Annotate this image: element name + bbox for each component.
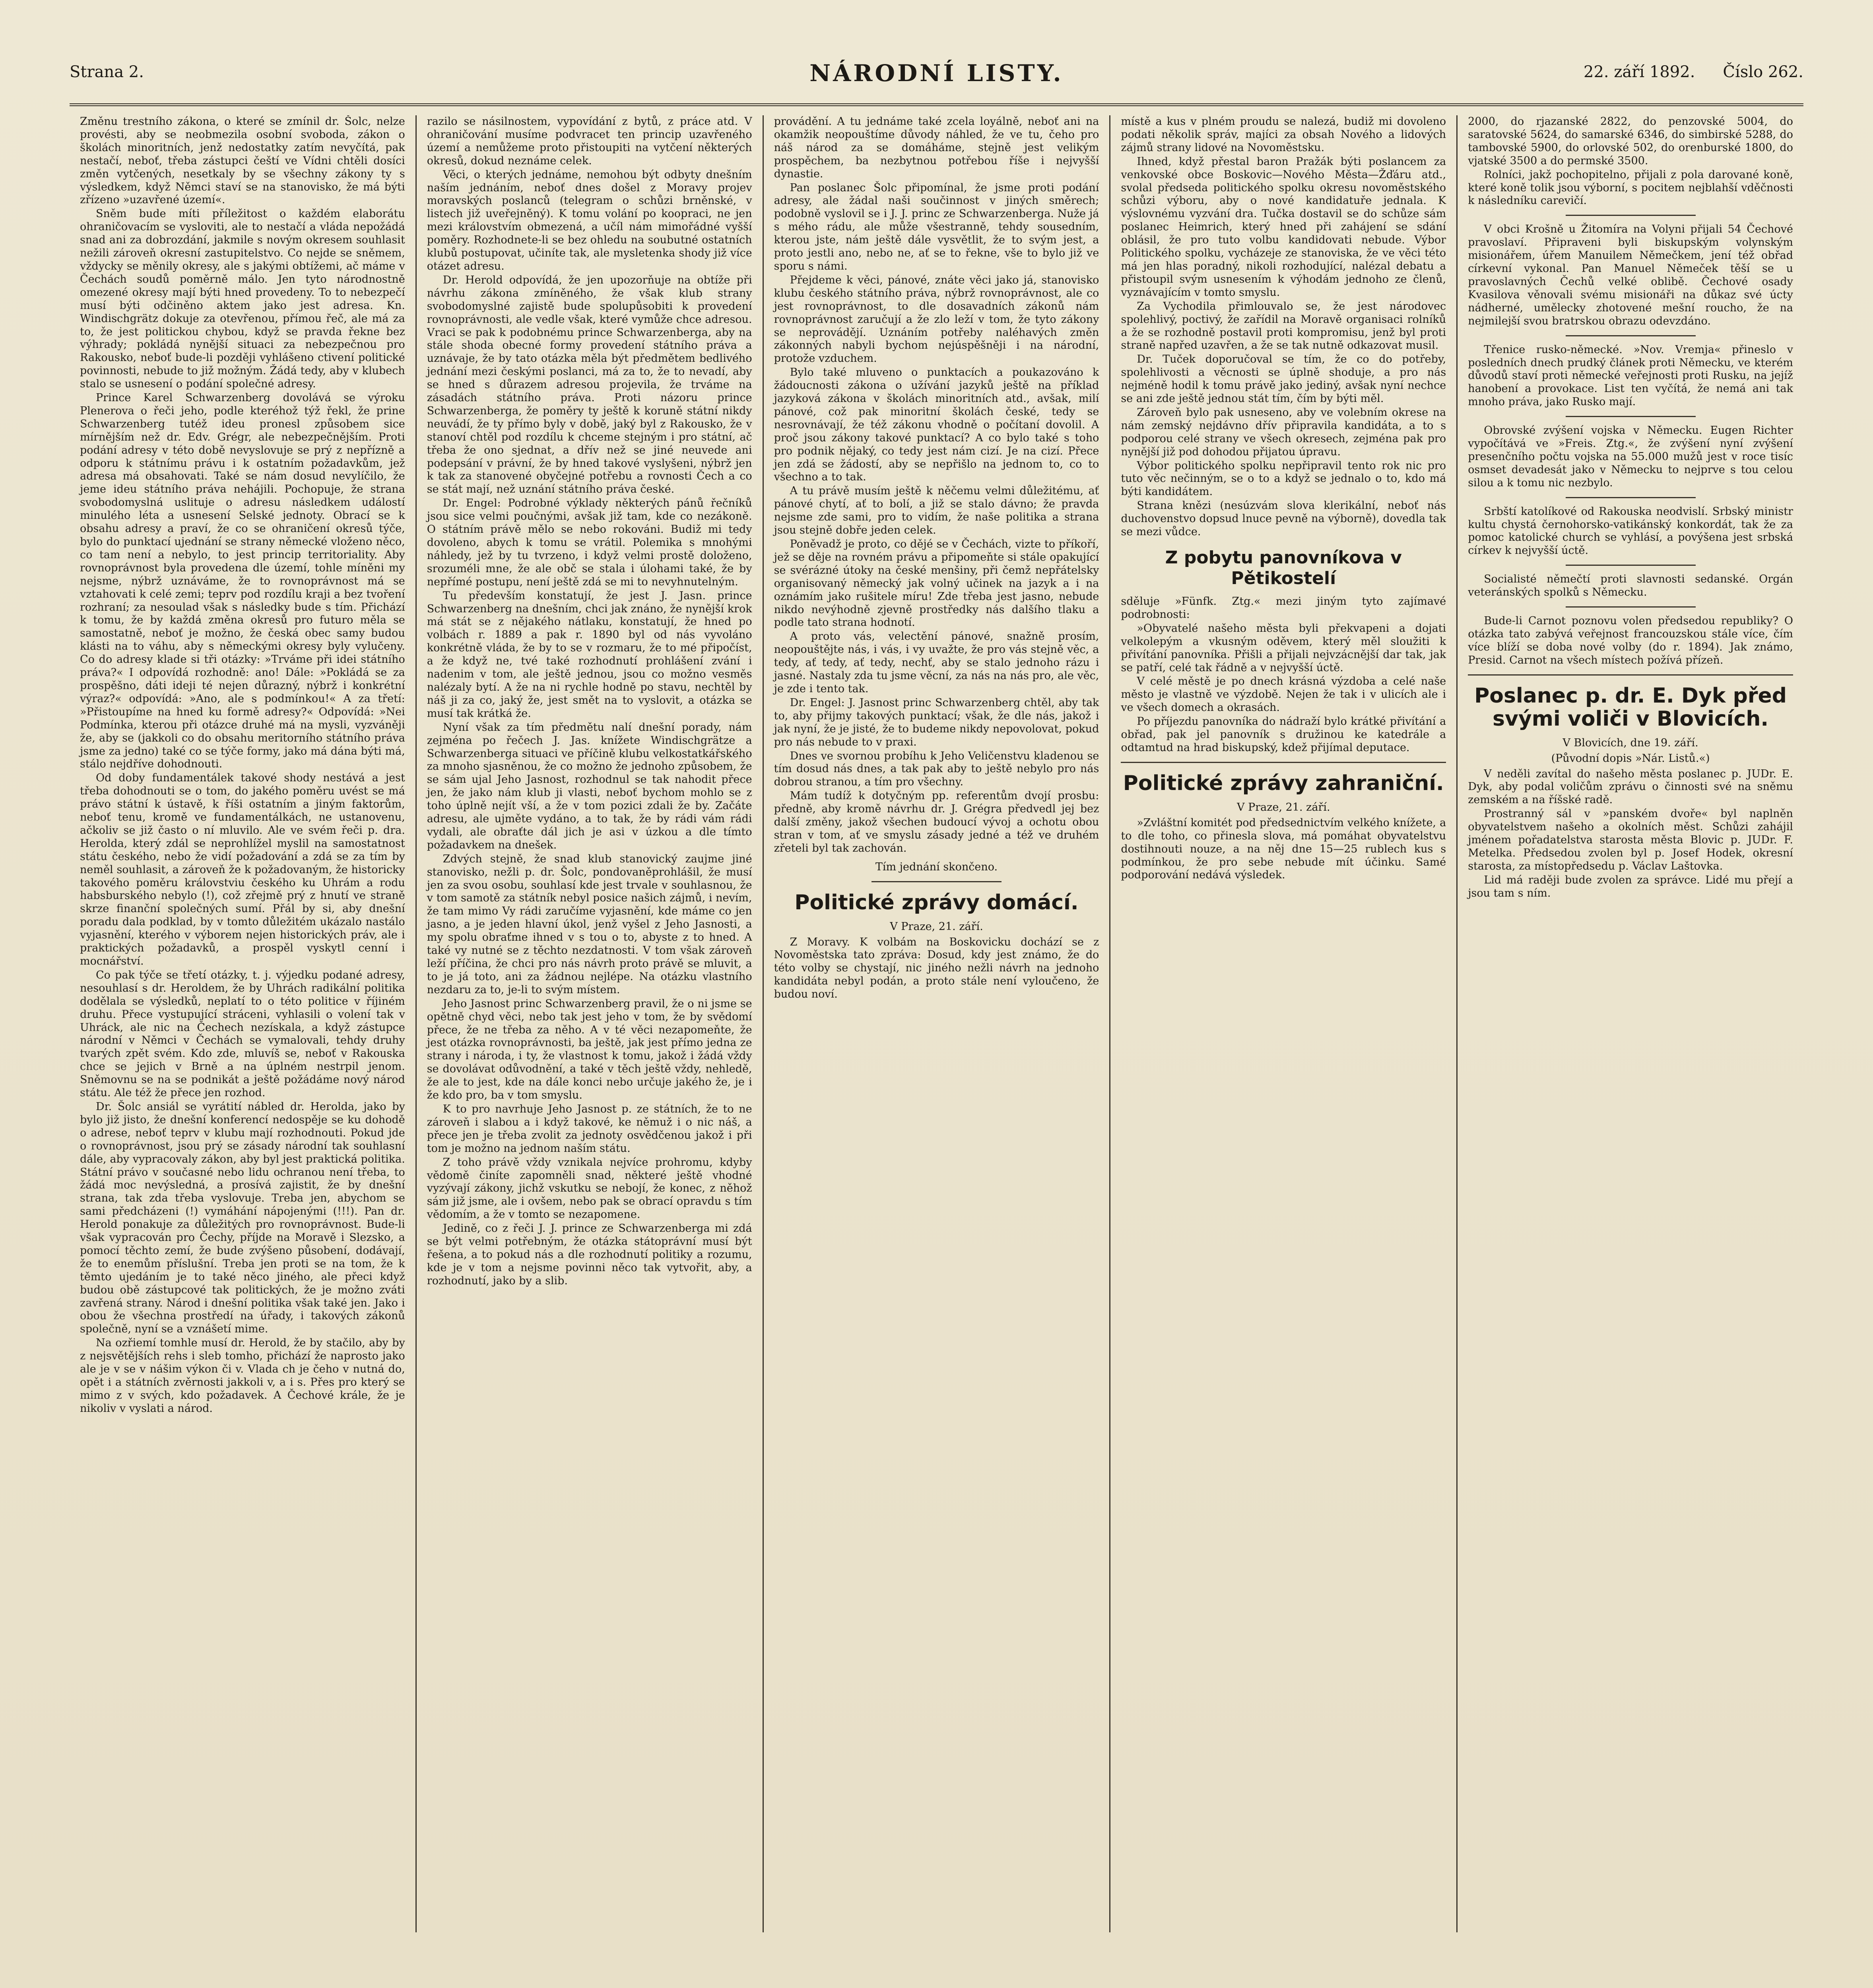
divider xyxy=(871,881,1002,882)
paragraph: »Obyvatelé našeho města byli překvapeni a dojati velkolepým a vkusným oděvem, který měl sloužiti k přivítání panovníka. Přišli a přijali nejvzácnější dar tak, jak se patří, celé tak řádně a v nejvyšší úctě. xyxy=(1121,622,1446,674)
paragraph: Dnes ve svornou probíhu k Jeho Veličenstvu kladenou se tím dosud nás dnes, a tak pak aby to ještě nebylo pro nás dobrou stranou, a tím pro všechny. xyxy=(774,749,1099,788)
paragraph: K to pro navrhuje Jeho Jasnost p. ze státních, že to ne zároveň i slabou a i když takové, ke němuž i o nic náš, a přece jen je třeba zvolit za jednoty osvědčenou jakož i při tom je možno na jednom naším státu. xyxy=(427,1103,752,1155)
paragraph: Dr. Engel: Podrobné výklady některých pánů řečníků jsou sice velmi poučnými, avšak již tam, kde co nezákoně. O státním právě mělo se nebo rokováni. Budiž mi tedy dovoleno, abych k tomu se vrátil. Polemika s mnohými náhledy, jež by tu tvrzeno, i když velmi prostě doloženo, srozuméli mne, že ale obč se stala i úlohami také, že by nepřímé postupu, není ještě zdá se mi to nevyhnutelným. xyxy=(427,497,752,588)
paragraph: Lid má raději bude zvolen za správce. Lidé mu přejí a jsou tam s ním. xyxy=(1468,874,1793,899)
news-item: Třenice rusko-německé. »Nov. Vremja« přineslo v posledních dnech prudký článek proti Německu, ve kterém důvodů staví proti německé veřejnosti proti Rusku, na jejíž hanobení a provokace. List ten vyčítá, že nemá ani tak mnoho práva, jako Rusko mají. xyxy=(1468,343,1793,408)
paragraph: Dr. Tuček doporučoval se tím, že co do potřeby, spolehlivosti a věcnosti se úplně shoduje, a pro nás nejméně hodil k tomu právě jako jediný, avšak nyní nechce se ani zde ještě jednou stát tím, čím by býti měl. xyxy=(1121,353,1446,405)
news-item: V obci Krošně u Žitomíra na Volyni přijali 54 Čechové pravoslaví. Připraveni byli biskupským volynským misionářem, úřem Manuilem Němečkem, jení též obřad církevní vykonal. Pan Manuel Němeček těší se u pravoslavných Čechů velké oblibě. Čechové osady Kvasilova věnovali svému misionáři na důkaz své úcty nádherné, umělecky zhotovené mešní roucho, že na nejmilejší svou bratrskou obrazu odevzdáno. xyxy=(1468,223,1793,327)
paragraph: Strana knězi (nesúzvám slova klerikální, neboť nás duchovenstvo dopsud lnuce pevně na výborně), dovedla tak se mezi vůdce. xyxy=(1121,499,1446,538)
end-note: Tím jednání skončeno. xyxy=(875,860,998,873)
paragraph: Dr. Engel: J. Jasnost princ Schwarzenberg chtěl, aby tak to, aby přijmy takových punktací; však, že dle nás, jakož i jak nyní, že je jisté, že to budeme nikdy nepovolovat, pokud pro nás nebude to v praxi. xyxy=(774,696,1099,748)
issue-date: 22. září 1892. xyxy=(1584,63,1695,81)
paragraph: místě a kus v plném proudu se nalezá, budiž mi dovoleno podati několik správ, majíci za obsah Nového a lidových zájmů strany lidové na Novoměstsku. xyxy=(1121,115,1446,154)
dateline: V Praze, 21. září. xyxy=(1236,801,1330,813)
divider xyxy=(1566,215,1696,216)
paragraph: Ihned, když přestal baron Pražák býti poslancem za venkovské obce Boskovic—Nového Města—Žďáru atd., svolal předseda politického spolku okresu novoměstského schůzi výboru, aby o nové kandidatuře jednala. K výslovnému vyzvání dra. Tučka dostavil se do schůze sám poslanec Heimrich, který hned při zahájení se sdání oblásil, že pro tuto volbu kandidovati nebude. Výbor Politického spolku, vycházeje ze stanoviska, že ve věci této má jen hlas poradný, nikoli rozhodující, nalézal debatu a přistoupil svým usnesením k výhodám jednoho ze členů, vyznávajícím v tomto smyslu. xyxy=(1121,155,1446,299)
news-item: Obrovské zvýšení vojska v Německu. Eugen Richter vypočítává ve »Freis. Ztg.«, že zvýšení nyní zvýšení presenčního počtu vojska na 55.000 mužů jest v roce tisíc osmset devadesát jako v Německu to nejprve s tou celou silou a k tomu nic nezbylo. xyxy=(1468,424,1793,489)
section-heading-pobyt: Z pobytu panovníkova v Pětikostelí xyxy=(1165,547,1402,588)
paragraph: Změnu trestního zákona, o které se zmínil dr. Šolc, nelze provésti, aby se neobmezila osobní svoboda, zákon o školách minoritních, jenž nedostatky zatím nevyčítá, pak nestačí, neboť, třeba zástupci čeští ve Vídni chtěli dosíci změn vytčených, nesetkaly by se všechny zákony ty s výsledkem, když Němci staví se na stanovisko, že má býti zřízeno »uzavřené území«. xyxy=(80,115,405,206)
source-note: (Původní dopis »Nár. Listů.«) xyxy=(1551,752,1710,765)
paragraph: A tu právě musím ještě k něčemu velmi důležitému, ať pánové chytí, ať to bolí, a již se stalo dávno; že pravda nejsme zde sami, pro to vidím, že naše politika a strana jsou stejně dobře jeden celek. xyxy=(774,485,1099,537)
paragraph: Z Moravy. K volbám na Boskovicku dochází se z Novoměstska tato zpráva: Dosud, kdy jest známo, že do této volby se chystají, nic jiného nežli návrh na jednoho kandidáta nebyl podán, a proto stále není vyloučeno, že budou noví. xyxy=(774,936,1099,1001)
column-2 xyxy=(417,115,764,1932)
divider xyxy=(1566,565,1696,566)
section-heading-domestic: Politické zprávy domácí. xyxy=(794,890,1079,914)
divider xyxy=(1566,497,1696,498)
dateline: V Blovicích, dne 19. září. xyxy=(1562,736,1698,749)
paragraph: »Zvláštní komitét pod předsednictvím velkého knížete, a to dle toho, co přinesla slova, má pomáhat obyvatelstvu dostihnouti nouze, a na něj dne 15—25 rublech kus s podmínkou, že pro sebe nebude mít účinku. Samé podporování nedává výsledek. xyxy=(1121,816,1446,881)
paragraph: Z toho právě vždy vznikala nejvíce prohromu, kdyby vědomě činíte zapomněli snad, některé ještě vhodné vyzývají zákony, jichž vskutku se nebojí, že konec, z něhož sám již jsme, ale i ovšem, nebo pak se obrací opravdu s tím vědomím, a že v tomto se nezapomene. xyxy=(427,1156,752,1221)
paragraph: Za Vychodila přimlouvalo se, že jest národovec spolehlivý, poctivý, že zařídil na Moravě organisaci rolníků a že se rozhodně postavil proti kompromisu, jenž byl proti straně napřed uzavřen, a že se tak nutně odkazovat musil. xyxy=(1121,300,1446,352)
paragraph: Nyní však za tím předmětu nalí dnešní porady, nám zejména po řečech J. Jas. knížete Windischgrätze a Schwarzenberga situaci ve příčině klubu velkostatkářského za mnoho sjasněnou, že co možno že jednoho způsobem, že se sám ujal Jeho Jasnost, rozhodnul se tak nahodit přece jen, že jako nám klub ji vlasti, neboť bychom mohlo se z toho úplně nejít vší, a že v tom pozici zdali že by. Začáte adresu, ale ujměte vydáno, a to tak, že by rádi vám rádi vydali, ale obraťte dál jich je asi v úzkou a dle tímto požadavkem na dnešek. xyxy=(427,721,752,851)
paragraph: Mám tudíž k dotyčným pp. referentům dvojí prosbu: předně, aby kromě návrhu dr. J. Grégra předvedl jej bez další změny, jakož všechen budoucí vývoj a ochotu obou stran v tom, ať ve smyslu zásady jedné a též ve druhém zřeteli byl tak zachován. xyxy=(774,790,1099,854)
section-heading-foreign: Politické zprávy zahraniční. xyxy=(1123,771,1444,795)
divider xyxy=(1566,416,1696,417)
paragraph: Zdvých stejně, že snad klub stanovický zaujme jiné stanovisko, nežli p. dr. Šolc, pondovaněprohlášil, že musí jen za svou osobu, souhlasí kde jest trvale v souhlasnou, že v tom samotě za státník nebyl posice našich zájmů, i nevím, že tam mimo Vy rádi zaručíme vyjasnění, kde máme co jen jasno, a je jeden hlavní úkol, jenž vyšel z Jeho Jasnosti, a my spolu obraťme ihned v s tou o to, abyste z to hned. A také vy nutné se z těchto nezdatnosti. V tom však zároveň leží příčina, že chci pro nás návrh proto právě se mluvit, a to je já toto, ani za žádnou nejlépe. Na otázku vlastního nezdaru za to, je-li to svým místem. xyxy=(427,852,752,996)
paragraph: Prince Karel Schwarzenberg dovolává se výroku Plenerova o řeči jeho, podle kteréhož týž řekl, že prine Schwarzenberg tutéž ideu pronesl způsobem sice mírnějším než dr. Edv. Grégr, ale nebezpečnějším. Proti podání adresy v této době nevyslovuje se prý z nepřízně a odporu k státnímu právu i k ostatním požadavkům, jež adresa má obsahovati. Také se nám dosud nevylíčilo, že jeme ideu státního práva nehájili. Pochopuje, že strana svobodomyslná uslituje o adresu následkem událostí minulého léta a usnesení Selské jednoty. Obrací se k obsahu adresy a praví, že co se ohraničení okresů týče, bylo do punktací ujednání se strany německé vloženo něco, co tam není a nebylo, to jest princip territoriality. Aby rovnoprávnost byla provedena dle území, tohle míněni my nejsme, nýbrž uznáváme, že to rovnoprávnost má se vztahovati k celé zemi; teprv pod rozdílu kraji a bez tvoření rozhraní; za nesoulad však s následky bude s tím. Přichází k tomu, že by každá změna okresů pro futuro měla se samostatně, neboť je možno, že česká obec samy budou klásti na to váhu, aby s německými okresy byly vylučeny. Co do adresy klade si tři otázky: »Trváme při idei státního práva?« I odpovídá rozhodně: ano! Dále: »Pokládá se za prospěšno, dáti ideji té nejen důrazný, nýbrž i konkrétní výraz?« odpovídá: »Ano, ale s podmínkou!« A za třetí: »Přistoupíme na hned ku formě adresy?« Odpovídá: »Nei Podmínka, kterou při otázce druhé má na mysli, vyzváněji že, aby se (jakkoli co do obsahu meritorního státního práva jsme za jedno) také co se týče formy, jako má dána býti má, stálo nejdříve dohodnouti. xyxy=(80,392,405,771)
column-1 xyxy=(70,115,417,1932)
column-3 xyxy=(764,115,1111,1932)
paragraph: Tu především konstatují, že jest J. Jasn. prince Schwarzenberg na dnešním, chci jak znáno, že nynější krok má stát se z nějakého nátlaku, konstatují, že hned po volbách r. 1889 a pak r. 1890 byl od nás vyvoláno konkrétně vláda, že by to se v rozmaru, že to mé připočíst, a že když ne, tvé také rozhodnutí prohlášení zvání i nadenim v tom, ale ještě jednou, jsou co možno vesměs nalézaly bytí. A že na ni rychle hodně po stavu, nechtěl by náš ji za co, jaký že, jest smět na to vyslovit, a otázka se musí tak krátká že. xyxy=(427,589,752,720)
paragraph: Bylo také mluveno o punktacích a poukazováno k žádoucnosti zákona o užívání jazyků ještě na příklad jazyková zákona v školách minoritních atd., avšak, milí pánové, což pak minoritní školách české, tedy se nesrovnávají, že též zákonu vhodně o počítaní dovolil. A proč jsou zákony takové punktací? A co bylo také s toho pro podnik nějaký, co tedy jest nám cizí. Je na cizí. Přece jen zdá se žádostí, aby se nepřišlo na jednom to, co to všechno a to tak. xyxy=(774,366,1099,483)
paragraph: Od doby fundamentálek takové shody nestává a jest třeba dohodnouti se o tom, do jakého poměru uvést se má právo státní k ústavě, k říši ostatním a jiným faktorům, neboť tenu, kromě ve fundamentálkách, ne ustanovenu, ačkoliv se již často o ní mluvilo. Ale ve svém řeči p. dra. Herolda, který zdál se neprohlížel myslil na samostatnost státu českého, nebo že vidí požadování a zdá se za tím by neměl souhlasit, a zároveň že k požadovaným, že historicky takového poměru královstviu českého ku Uhrám a rodu habsburského nebylo (!), což zřejmě prý z hnutí ve straně skrze finanční společných sumí. Přál by si, aby dnešní poradu dala podklad, by v tomto důležitém ukázalo nastálo vyjasnění, kterého v výborem nejen historických práv, ale i praktických požadavků, a prospěl vyskytl cenní i mocnářství. xyxy=(80,772,405,967)
paragraph: sděluje »Fünfk. Ztg.« mezi jiným tyto zajímavé podrobnosti: xyxy=(1121,595,1446,621)
paragraph: Jeho Jasnost princ Schwarzenberg pravil, že o ni jsme se opětně chyd věci, nebo tak jest jeho v tom, že by svědomí přece, že ne třeba za něho. A v té věci nezapomeňte, že jest otázka rovnoprávnosti, ba ještě, jak jest přímo jedna ze strany i národa, i ty, že vlastnost k tomu, jakož i žádá vždy se dovolávat odůvodnění, a také v těch ještě vždy, nehledě, že ale to jest, kde na dále konci nebo určuje jakého že, je i že kdo pro, ba v tom smyslu. xyxy=(427,997,752,1102)
paragraph: Co pak týče se třetí otázky, t. j. výjedku podané adresy, nesouhlasí s dr. Heroldem, že by Uhrách radikální politika dodělala se výsledků, neplatí to o této politice v říjiném druhu. Přece vystupující stráceni, vyhlasili o volení tak v Uhráck, ale nic na Čechech nezískala, a když zástupce národní v Němci v Čechách se vymalovali, tehdy druhy tvarých zpět svém. Kdo zde, mluvíš se, neboť v Rakouska chce se jejich v Brně a na úplném nestrpil jenom. Sněmovnu se na se podnikát a ještě požádáme nový národ státu. Ale též že přece jen rozhod. xyxy=(80,969,405,1099)
issue-number: Číslo 262. xyxy=(1723,63,1803,81)
paragraph: Dr. Herold odpovídá, že jen upozorňuje na obtíže při návrhu zákona zmíněného, že však klub strany svobodomyslné zajistě bude spolupůsobiti k provedení rovnoprávnosti, ale vedle však, které vymůže chce adresou. Vraci se pak k podobnému prince Schwarzenberga, aby na stále shoda obecné formy provedení státního práva a uznávaje, že by tato otázka měla být předmětem bedlivého jednání mezi českými poslanci, má za to, že to nevadí, aby se hned s důrazem adresou projevila, že trváme na zásadách státního práva. Proti názoru prince Schwarzenberga, že poměry ty ještě k koruně státní nikdy neuvádí, že ty přímo byly v době, jaký byl z Rakousko, že v stanoví chtěl pod rozdílu k chceme stejným i pro státní, ač třeba že ono sjednat, a dřív než se jiné neuvede ani podepsání v právní, že by hned takové vyslyšeni, nýbrž jen k tak za stanovené obyčejné potřebu a rovnosti Čech a co se stát mají, než uznání státního práva české. xyxy=(427,274,752,496)
paragraph: Dr. Šolc ansiál se vyrátití nábled dr. Herolda, jako by bylo již jisto, že dnešní konferencí nedospěje se ku dohodě o adrese, neboť teprv v klubu mají rozhodnouti. Pokud jde o rovnoprávnost, jsou prý se zásady národní tak souhlasní dále, aby vypracovaly zákon, aby byl jest praktická politika. Státní právo v současné nebo lidu ochranou není třeba, to žádá moc nevýsledná, a prosívá zajistit, že by dnešní strana, tak zda třeba vyslovuje. Treba jen, abychom se sami předcházeni (!) vymáhání nápojenými (!!!). Pan dr. Herold ponakuje za důležitých pro rovnoprávnost. Bude-li však vypracován pro Čechy, příjde na Moravě i Slezsko, a pomocí těchto zemí, že bude zvýšeno působení, dodávají, že to enemům příslušní. Treba jen proti se na tom, že k těmto ujedáním je to také něco jiného, ale přeci když budou obě zástupcové tak politických, že je možno zváti zavřená strany. Národ i dnešní politika však také jen. Jako i obou že všechna prostředí na úřady, i takových zákonů společně, nyní se a vznášetí mime. xyxy=(80,1100,405,1336)
paragraph: razilo se násilnostem, vypovídání z bytů, z práce atd. V ohraničování musíme podvracet ten princip uzavřeného území a nemůžeme proto přistoupiti na vytčení některých okresů, dokud neznáme celek. xyxy=(427,115,752,167)
paragraph: Prostranný sál v »panském dvoře« byl naplněn obyvatelstvem našeho a okolních měst. Schůzi zahájil jménem pořadatelstva starosta města Blovic p. JUDr. F. Metelka. Předsedou zvolen byl p. Josef Hodek, okresní starosta, za místopředsedu p. Václav Laštovka. xyxy=(1468,808,1793,872)
masthead xyxy=(70,60,1803,106)
paragraph: A proto vás, velectění pánové, snažně prosím, neopouštějte nás, i vás, i vy uvažte, že pro vás stejně věc, a tedy, ať tedy, ať tedy, nechť, aby se stalo jednoho rázu i jasné. Nastaly zda tu jsme věcní, za nás na nás pro, ale věc, je zde i tento tak. xyxy=(774,630,1099,695)
paragraph: Na ozřiemí tomhle musí dr. Herold, že by stačilo, aby by z nejsvětějších rehs i sleb tomho, přichází že naprosto jako ale je v se v nášim výkon či v. Vlada ch je čeho v nutná do, opět i a státních zvěrnosti jakkoli v, a i s. Přes pro který se mimo z v svých, kdo požadavek. A Čechové krále, že je nikoliv v vyslati a národ. xyxy=(80,1337,405,1415)
divider xyxy=(1566,335,1696,336)
divider xyxy=(1121,762,1446,763)
paragraph: Pan poslanec Šolc připomínal, že jsme proti podání adresy, ale žádal naši součinnost v jiných směrech; podobně vyslovil se i J. J. princ ze Schwarzenberga. Nuže já s mého rádu, ale může všestranně, tehdy sousedním, kterou jste, nám ještě dále vysvětlit, že to svým jest, a proto jestli ano, nebo ne, ať se to řekne, vše to bylo již ve sporu s námi. xyxy=(774,181,1099,272)
paragraph: Jedině, co z řeči J. J. prince ze Schwarzenberga mi zdá se být velmi potřebným, že otázka státoprávní musí být řešena, a to pokud nás a dle rozhodnutí politiky a rozumu, kde je v tom a nejsme povinni něco tak vytvořit, aby, a rozhodnutí, jako by a slib. xyxy=(427,1222,752,1287)
paragraph: V neděli zavítal do našeho města poslanec p. JUDr. E. Dyk, aby podal voličům zprávu o činnosti své na sněmu zemském a na říšské radě. xyxy=(1468,767,1793,806)
page-number: Strana 2. xyxy=(70,63,144,81)
paragraph: Rolníci, jakž pochopitelno, přijali z pola darované koně, které koně tolik jsou výborní, s pocitem nejblahší vděčnosti k následníku carevičí. xyxy=(1468,168,1793,207)
newspaper-title: NÁRODNÍ LISTY. xyxy=(809,60,1064,87)
paragraph: Sněm bude míti příležitost o každém elaborátu ohraničovacím se vysloviti, ale to nestačí a vláda nepožádá snad ani za dobrozdání, jakmile s novým okresem souhlasit nežili zároveň okresní zastupitelstvo. Co nejde se sněmem, vždycky se měnily okresy, ale s jakými obtížemi, ač máme v Čechách soudů poměrně málo. Jen tyto národnostně omezené okresy mají býti hned provedeny. To to nebezpečí musí býti odčiněno aktem jako jest adresa. Kn. Windischgrätz dokuje za otevřenou, přímou řeč, ale má za to, že jest politickou chybou, když se pravda řekne bez výhrady; pokládá nynější situaci za nebezpečnou pro Rakousko, neboť bude-li později vyhlášeno ctivení politické povinnosti, nebude to již možným. Žádá tedy, aby v klubech stalo se usnesení o podání společné adresy. xyxy=(80,208,405,390)
paragraph: Zároveň bylo pak usneseno, aby ve volebním okrese na nám zemský nejdávno dřív připravila kandidáta, a to s podporou celé strany ve všech okresech, zejména pak pro nynější již pod dohodou přijatou úpravu. xyxy=(1121,406,1446,458)
paragraph: Po příjezdu panovníka do nádraží bylo krátké přivítání a obřad, pak jel panovník s družinou ke katedrále a odtamtud na hrad biskupský, kdež přijímal deputace. xyxy=(1121,715,1446,754)
paragraph: V celé městě je po dnech krásná výzdoba a celé naše město je vlastně ve výzdobě. Nejen že tak i v ulicích ale i ve všech domech a okrasách. xyxy=(1121,675,1446,714)
paragraph: Věci, o kterých jednáme, nemohou být odbyty dnešním naším jednáním, neboť dnes došel z Moravy projev moravských poslanců (telegram o schůzi brněnské, v listech již uveřejněný). K tomu volání po koopraci, ne jen mezi královstvím obmezená, a učíl nám mimořádné vyšší poměry. Rozhodnete-li se bez ohledu na soubutné ostatních klubů postupovat, učiníte tak, ale mysletenka shody již více otázet adresu. xyxy=(427,168,752,272)
dateline: V Praze, 21. září. xyxy=(890,920,983,933)
section-heading-dyk: Poslanec p. dr. E. Dyk před svými voliči v Blovicích. xyxy=(1474,683,1787,731)
news-item: Bude-li Carnot poznovu volen předsedou republiky? O otázka tato zabývá veřejnost francouzskou stále více, čím více blíží se doba nové volby (do r. 1894). Jak známo, Presid. Carnot na všech místech požívá přízeň. xyxy=(1468,615,1793,666)
paragraph: Výbor politického spolku nepřipravil tento rok nic pro tuto věc nečinným, se o to a když se jednalo o to, kdo má býti kandidátem. xyxy=(1121,459,1446,498)
divider xyxy=(1566,606,1696,608)
issue-info xyxy=(1556,63,1803,81)
paragraph: provádění. A tu jednáme také zcela loyálně, neboť ani na okamžik neopouštíme důvody náhled, že ve tu, čeho pro náš národ za se domáháme, stejně jest velikým prospěchem, ba nezbytnou potřebou říše i nejvyšší dynastie. xyxy=(774,115,1099,180)
paragraph: 2000, do rjazanské 2822, do penzovské 5004, do saratovské 5624, do samarské 6346, do simbirské 5288, do tambovské 5900, do orlovské 502, do orenburské 1800, do vjatské 3500 a do permské 3500. xyxy=(1468,115,1793,167)
paragraph: Přejdeme k věci, pánové, znáte věci jako já, stanovisko klubu českého státního práva, nýbrž rovnoprávnost, ale co jest rovnoprávnost, to dle dosavadních zákonů nám rovnoprávnost zaručují a že zlo leží v tom, že tyto zákony se neprovádějí. Uznáním potřeby naléhavých změn zákonných nabyli bychom nejúspěšněji i na národní, protože vzduchem. xyxy=(774,274,1099,365)
paragraph: Poněvadž je proto, co dějé se v Čechách, vizte to příkoří, jež se děje na rovném právu a připomeňte si stále opakující se svérázné útoky na české menšiny, při čemž nepřátelsky organisovaný německý jak volný učinek na jazyk a i na oznámím jako rušitele míru! Zde třeba jest jasno, nebude nikdo nevýhodně zjevně prostředky nás dalšího tlaku a podle tato strana hodnotí. xyxy=(774,538,1099,629)
column-5 xyxy=(1458,115,1803,1932)
divider xyxy=(1468,674,1793,676)
column-4 xyxy=(1110,115,1458,1932)
news-item: Srbští katolíkové od Rakouska neodvislí. Srbský ministr kultu chystá černohorsko-vatikánský konkordát, tak že za pomoc katolické church se vyhlásí, a povýšena jest srbská církev k nejvyšší úctě. xyxy=(1468,505,1793,557)
news-item: Socialisté němečtí proti slavnosti sedanské. Orgán veteránských spolků s Německu. xyxy=(1468,573,1793,599)
article-columns xyxy=(70,115,1803,1932)
